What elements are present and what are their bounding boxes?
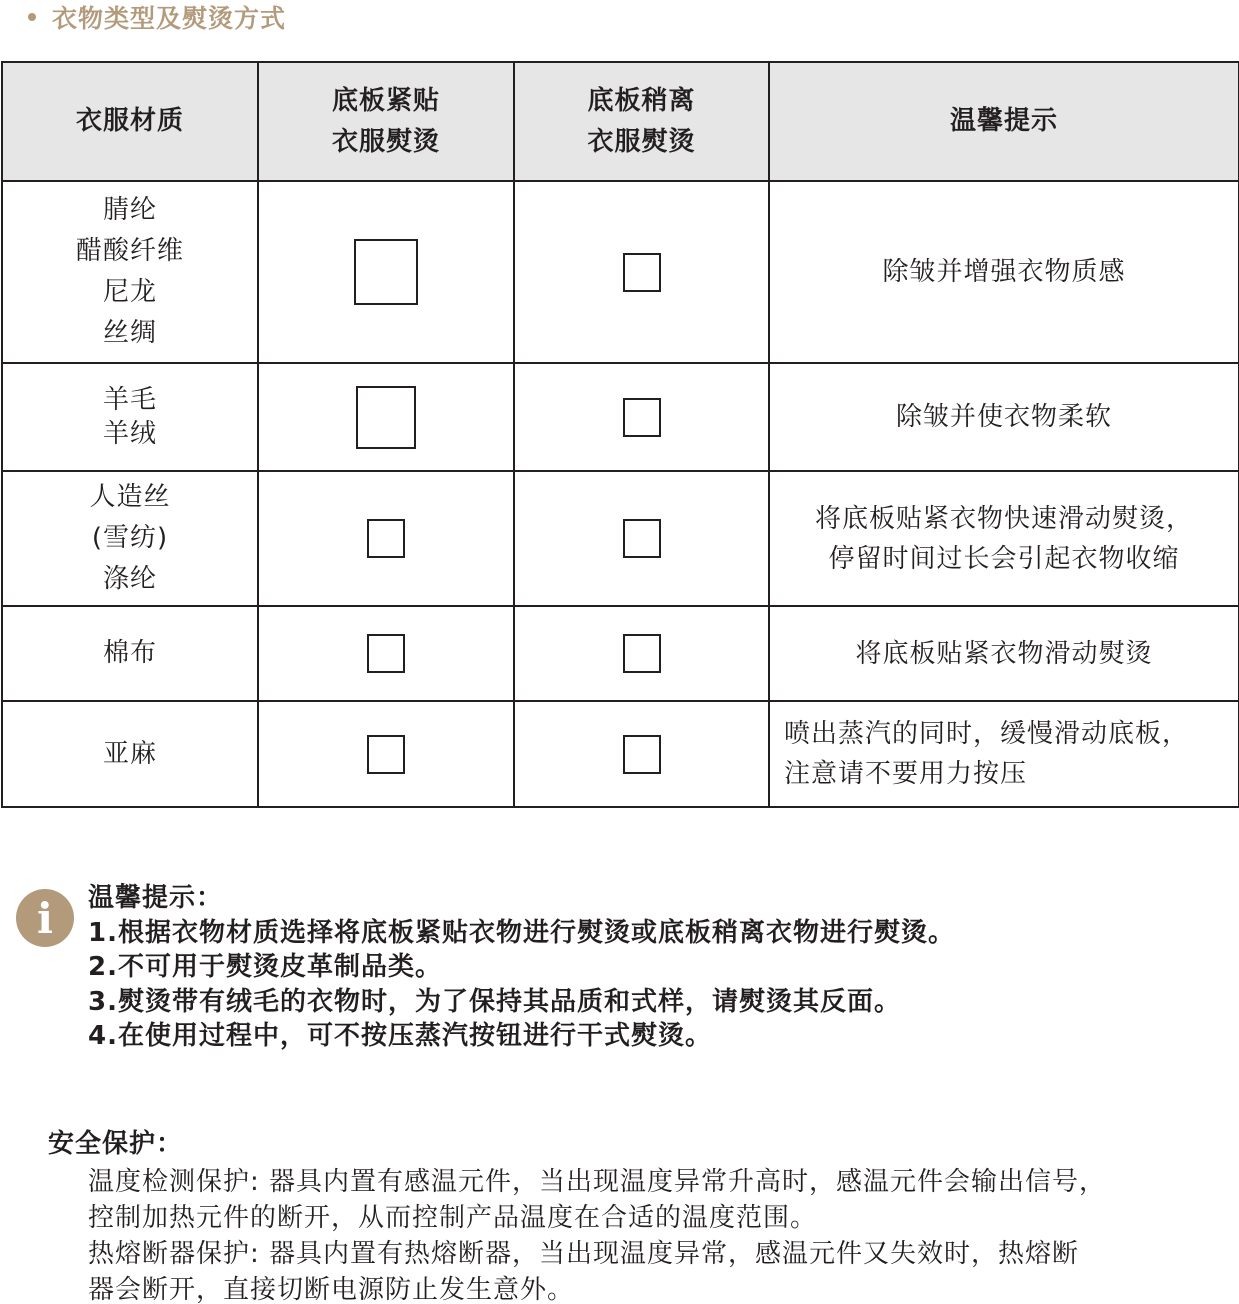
safety-item-fuse: 热熔断器保护: 器具内置有热熔断器，当出现温度异常，感温元件又失效时，热熔断 器会断开，直接切断电源防止发生意外。 [88,1239,1080,1304]
checkbox-cell [258,701,514,807]
section-heading [28,0,286,34]
checkbox-icon [623,398,661,437]
tips-item: 1.根据衣物材质选择将底板紧贴衣物进行熨烫或底板稍离衣物进行熨烫。 [88,917,955,948]
checkbox-cell [258,181,514,363]
header-material: 衣服材质 [2,62,258,181]
checkbox-cell [514,363,769,471]
checkbox-cell [258,606,514,701]
tips-title: 温馨提示： [88,883,224,913]
table-header-row [2,62,1239,181]
tip-cell: 将底板贴紧衣物快速滑动熨烫， 停留时间过长会引起衣物收缩 [769,471,1239,606]
info-icon: i [16,889,74,947]
checkbox-icon [367,519,405,558]
safety-item-temperature: 温度检测保护: 器具内置有感温元件，当出现温度异常升高时，感温元件会输出信号， 控制加热元件的断开，从而控制产品温度在合适的温度范围。 [88,1167,1107,1233]
table-row [2,181,1239,363]
tip-cell: 喷出蒸汽的同时，缓慢滑动底板， 注意请不要用力按压 [769,701,1239,807]
checkbox-icon [354,239,418,305]
checkbox-cell [514,471,769,606]
section-title: 衣物类型及熨烫方式 [52,4,287,33]
header-soleplate-close: 底板紧贴 衣服熨烫 [258,62,514,181]
checkbox-cell [258,471,514,606]
tip-cell: 除皱并使衣物柔软 [769,363,1239,471]
table-row [2,363,1239,471]
tips-item: 4.在使用过程中，可不按压蒸汽按钮进行干式熨烫。 [88,1021,712,1051]
checkbox-icon [623,634,661,673]
header-tips: 温馨提示 [769,62,1239,181]
bullet-dot-icon [28,13,36,21]
checkbox-icon [356,386,416,449]
tips-item: 2.不可用于熨烫皮革制品类。 [88,952,442,982]
material-cell: 棉布 [2,606,258,701]
table-row [2,701,1239,807]
table-row [2,471,1239,606]
material-cell: 腈纶 醋酸纤维 尼龙 丝绸 [2,181,258,363]
table-row [2,606,1239,701]
material-cell: 人造丝 (雪纺) 涤纶 [2,471,258,606]
material-cell: 亚麻 [2,701,258,807]
checkbox-cell [514,181,769,363]
tips-item: 3.熨烫带有绒毛的衣物时，为了保持其品质和式样，请熨烫其反面。 [88,986,901,1017]
checkbox-icon [623,253,661,292]
tip-cell: 除皱并增强衣物质感 [769,181,1239,363]
checkbox-icon [623,735,661,774]
checkbox-cell [514,701,769,807]
tips-body [88,881,955,1054]
checkbox-cell [258,363,514,471]
header-soleplate-away: 底板稍离 衣服熨烫 [514,62,769,181]
tip-cell: 将底板贴紧衣物滑动熨烫 [769,606,1239,701]
checkbox-icon [623,519,661,558]
checkbox-cell [514,606,769,701]
checkbox-icon [367,634,405,673]
safety-block [48,1124,1228,1304]
material-cell: 羊毛 羊绒 [2,363,258,471]
safety-title: 安全保护： [48,1129,184,1159]
ironing-table [1,61,1239,808]
checkbox-icon [367,735,405,774]
